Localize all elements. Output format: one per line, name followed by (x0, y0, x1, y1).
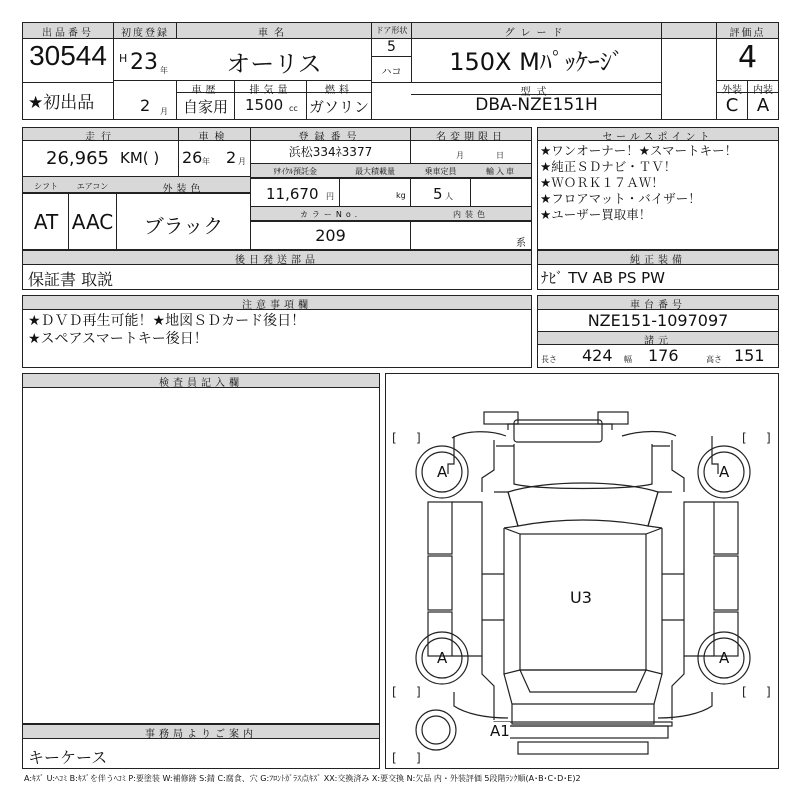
interior-color-unit: 系 (516, 238, 526, 249)
displacement-unit: cc (289, 104, 298, 113)
sales-point-line: ★フロアマット・バイザー！ (540, 191, 701, 206)
svg-text:]: ] (416, 685, 421, 699)
roof-damage-mark: U3 (570, 588, 592, 607)
svg-text:[: [ (392, 685, 397, 699)
door-count: 5 (387, 39, 396, 55)
notes-label: 注意事項欄 (242, 300, 312, 311)
inspector-label: 検査員記入欄 (159, 378, 243, 389)
mileage: 26,965 (46, 148, 109, 169)
note-line: ★ＤＶＤ再生可能！★地図ＳＤカード後日！ (28, 313, 306, 329)
capacity: 5 (433, 185, 443, 203)
height-label: 高さ (706, 355, 722, 364)
later-parts-label: 後日発送部品 (235, 255, 319, 266)
car-name: オーリス (226, 50, 322, 78)
interior-label: 内装 (753, 85, 773, 96)
name-change-month-unit: 月 (456, 151, 464, 160)
car-outline-graphic (386, 374, 780, 770)
color-no: 209 (315, 226, 346, 245)
svg-text:[: [ (742, 431, 747, 445)
shift-label: シフト (34, 182, 58, 191)
color-no-label: カラーNo. (299, 210, 362, 219)
notes-list (28, 312, 305, 348)
first-registration-label: 初度登録 (121, 28, 169, 39)
svg-text:[: [ (742, 685, 747, 699)
color: ブラック (143, 214, 224, 238)
door-label: ドア形状 (375, 26, 408, 35)
tire-front-right-mark: A (719, 463, 730, 481)
office-label: 事務局よりご案内 (145, 729, 257, 740)
first-reg-month-unit: 月 (160, 107, 168, 116)
sales-point-line: ★純正ＳＤナビ・ＴＶ！ (540, 159, 677, 174)
tire-rear-left-mark: A (437, 649, 448, 667)
length-label: 長さ (541, 355, 557, 364)
tire-front-left-mark: A (437, 463, 448, 481)
later-parts-text: 保証書 取説 (28, 270, 114, 289)
svg-text:]: ] (766, 685, 771, 699)
genuine-equipment-text: ﾅﾋﾞ TV AB PS PW (541, 269, 665, 287)
model-label: 型式 (520, 87, 553, 98)
max-load-unit: kg (396, 191, 406, 200)
interior-color-label: 内装色 (453, 210, 489, 219)
height: 151 (734, 346, 765, 365)
inspection-year: 26 (182, 148, 203, 167)
inspection-month: 2 (226, 148, 237, 167)
sales-point-line: ★ＷＯＲＫ１７ＡＷ！ (540, 175, 664, 190)
displacement: 1500 (245, 96, 284, 114)
capacity-label: 乗車定員 (424, 167, 457, 176)
history-label: 車歴 (191, 85, 220, 96)
import-label: 輸入車 (486, 167, 516, 176)
capacity-unit: 人 (445, 192, 453, 201)
mileage-label: 走行 (85, 132, 117, 143)
first-reg-month: 2 (140, 96, 151, 115)
svg-text:[: [ (392, 751, 397, 765)
chassis-number: NZE151-1097097 (587, 311, 729, 330)
inspection-month-unit: 月 (238, 157, 246, 166)
exterior-grade: C (725, 95, 739, 116)
svg-text:]: ] (416, 751, 421, 765)
dims-label: 諸元 (644, 336, 672, 347)
first-reg-era: H (119, 52, 128, 65)
fuel: ガソリン (308, 98, 369, 116)
sales-points-label: セールスポイント (602, 132, 714, 143)
displacement-label: 排気量 (249, 85, 292, 96)
fuel-label: 燃料 (325, 85, 353, 96)
reg-no-label: 登録番号 (298, 132, 363, 143)
reg-no: 浜松334ﾈ3377 (288, 145, 373, 159)
inspection-label: 車検 (198, 132, 231, 143)
ac-label: エアコン (76, 182, 109, 191)
interior-grade: A (756, 95, 770, 116)
svg-text:]: ] (416, 431, 421, 445)
car-damage-diagram (385, 373, 779, 769)
exterior-label: 外装 (722, 85, 742, 96)
score: 4 (737, 40, 758, 75)
recycle-label: ﾘｻｲｸﾙ預託金 (273, 167, 317, 176)
sales-point-line: ★ワンオーナー！★スマートキー！ (540, 143, 738, 158)
lot-number-label: 出品番号 (42, 28, 94, 39)
score-label: 評価点 (729, 28, 766, 39)
recycle-unit: 円 (326, 192, 334, 201)
first-reg-year-unit: 年 (160, 66, 168, 75)
office-text: キーケース (28, 748, 108, 767)
grade: 150X Mﾊﾟｯｹｰｼﾞ (449, 48, 624, 76)
chassis-label: 車台番号 (630, 300, 686, 311)
ac: AAC (71, 210, 114, 234)
history: 自家用 (182, 98, 228, 116)
width: 176 (648, 346, 679, 365)
front-damage-mark: A1 (490, 722, 510, 740)
lot-number: 30544 (29, 40, 107, 71)
svg-text:[: [ (392, 431, 397, 445)
first-reg-year: 23 (130, 50, 158, 75)
color-label: 外装色 (162, 184, 205, 195)
legend-text: A:ｷｽﾞ U:ﾍｺﾐ B:ｷｽﾞを伴うﾍｺﾐ P:要塗装 W:補修跡 S:錆 C:腐食、穴 G:ﾌﾛﾝﾄｶﾞﾗｽ点ｷｽﾞ XX:交換済み X:要交換 N:欠品 内・外装評価 5段階ﾗﾝｸ順(A･B･C･D･E)2 (24, 774, 581, 783)
length: 424 (582, 346, 613, 365)
tire-rear-right-mark: A (719, 649, 730, 667)
note-line: ★スペアスマートキー後日！ (28, 331, 208, 347)
max-load-label: 最大積載量 (355, 167, 395, 176)
sales-points-list (540, 143, 778, 223)
sales-point-line: ★ユーザー買取車！ (540, 207, 652, 222)
first-listing: ★初出品 (28, 93, 95, 113)
shift: AT (33, 210, 59, 234)
door-type: ハコ (381, 67, 402, 78)
grade-label: グレード (504, 28, 569, 39)
mileage-unit: KM( ) (120, 149, 160, 167)
name-change-day-unit: 日 (496, 151, 504, 160)
genuine-equipment-label: 純正装備 (630, 255, 686, 266)
name-change-label: 名変期限日 (436, 132, 506, 143)
inspection-year-unit: 年 (202, 157, 210, 166)
width-label: 幅 (624, 355, 632, 364)
model-code: DBA-NZE151H (475, 95, 598, 115)
svg-text:]: ] (766, 431, 771, 445)
recycle-fee: 11,670 (266, 185, 319, 203)
car-name-label: 車名 (258, 28, 290, 39)
inspector-section (22, 373, 380, 724)
